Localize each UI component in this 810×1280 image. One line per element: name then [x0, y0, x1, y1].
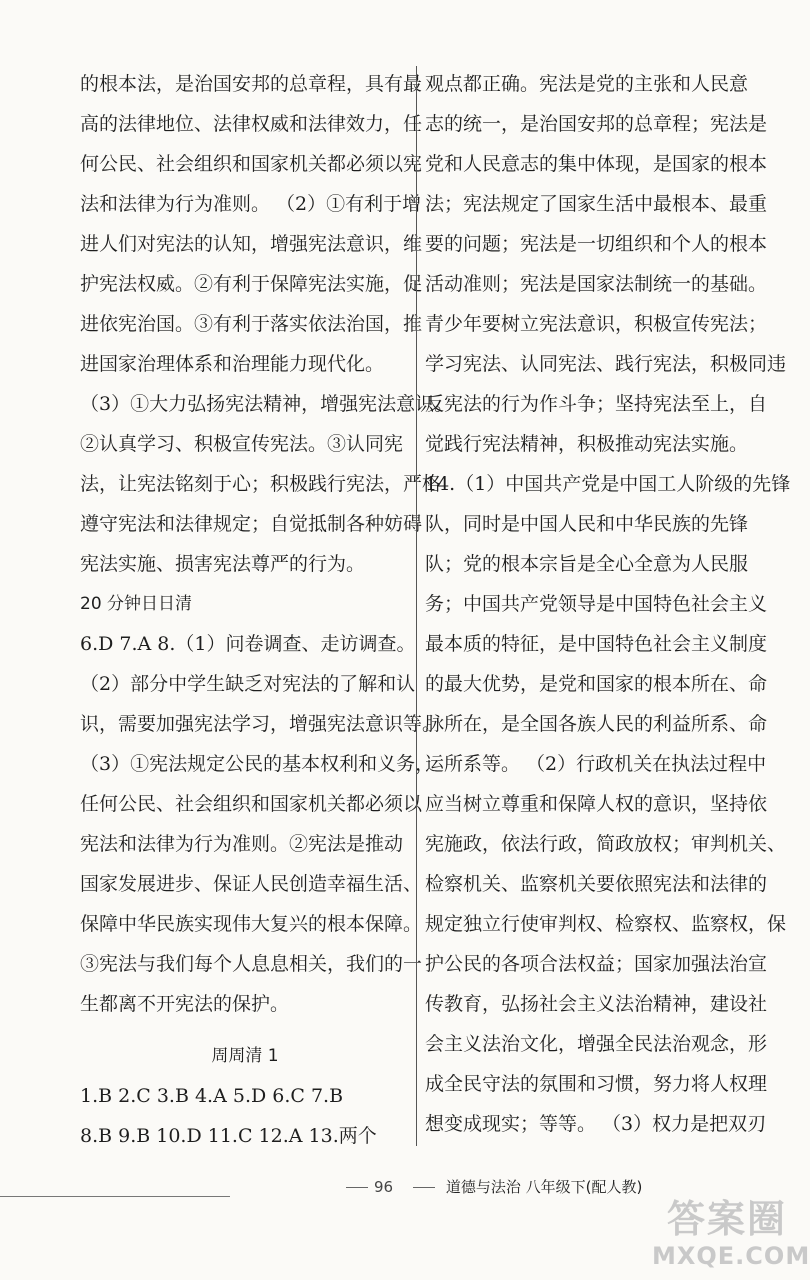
text-line: 护宪法权威。②有利于保障宪法实施，促: [80, 273, 423, 295]
page-footer: [340, 1174, 642, 1200]
text-line: 6.D 7.A 8.（1）问卷调查、走访调查。: [80, 633, 416, 655]
text-line: 要的问题；宪法是一切组织和个人的根本: [425, 233, 768, 255]
heading-weekly-review: 周周清 1: [211, 1046, 279, 1066]
text-line: 生都离不开宪法的保护。: [80, 993, 290, 1015]
text-line: ③宪法与我们每个人息息相关，我们的一: [80, 953, 423, 975]
text-line: 会主义法治文化，增强全民法治观念，形: [425, 1033, 768, 1055]
watermark-logo: [652, 1196, 810, 1276]
text-line: （3）①大力弘扬宪法精神，增强宪法意识。: [80, 393, 454, 415]
text-line: 运所系等。 （2）行政机关在执法过程中: [425, 753, 767, 775]
text-line: 活动准则；宪法是国家法制统一的基础。: [425, 273, 768, 295]
left-paragraph-2: [80, 624, 442, 1024]
text-line: 高的法律地位、法律权威和法律效力，任: [80, 113, 423, 135]
text-line: 最本质的特征，是中国特色社会主义制度: [425, 633, 768, 655]
right-column: [425, 64, 791, 1144]
left-column: [80, 64, 454, 1156]
text-line: 国家发展进步、保证人民创造幸福生活、: [80, 873, 423, 895]
text-line: 队；党的根本宗旨是全心全意为人民服: [425, 553, 749, 575]
text-line: 保障中华民族实现伟大复兴的根本保障。: [80, 913, 423, 935]
text-line: 法；宪法规定了国家生活中最根本、最重: [425, 193, 768, 215]
text-line: 任何公民、社会组织和国家机关都必须以: [80, 793, 423, 815]
text-line: 宪法和法律为行为准则。②宪法是推动: [80, 833, 404, 855]
text-line: 宪施政，依法行政，简政放权；审判机关、: [425, 833, 787, 855]
text-line: 法，让宪法铭刻于心；积极践行宪法，严格: [80, 473, 442, 495]
text-line: 务；中国共产党领导是中国特色社会主义: [425, 593, 768, 615]
text-line: 进依宪治国。③有利于落实依法治国，推: [80, 313, 423, 335]
text-line: 成全民守法的氛围和习惯，努力将人权理: [425, 1073, 768, 1095]
left-paragraph-1: [80, 64, 454, 584]
text-line: 遵守宪法和法律规定；自觉抵制各种妨碍: [80, 513, 423, 535]
text-line: 脉所在，是全国各族人民的利益所系、命: [425, 713, 768, 735]
text-line: 法和法律为行为准则。 （2）①有利于增: [80, 193, 422, 215]
text-line: 应当树立尊重和保障人权的意识，坚持依: [425, 793, 768, 815]
text-line: 反宪法的行为作斗争；坚持宪法至上，自: [425, 393, 768, 415]
watermark-text: 答案圈: [666, 1197, 787, 1241]
text-line: 志的统一，是治国安邦的总章程；宪法是: [425, 113, 768, 135]
text-line: 宪法实施、损害宪法尊严的行为。: [80, 553, 366, 575]
text-line: 观点都正确。宪法是党的主张和人民意: [425, 73, 749, 95]
footer-dash: [413, 1187, 435, 1188]
text-line: 规定独立行使审判权、检察权、监察权，保: [425, 913, 787, 935]
page-number: 96: [374, 1178, 394, 1196]
spacer: [80, 1024, 410, 1036]
text-line: 进人们对宪法的认知，增强宪法意识，维: [80, 233, 423, 255]
text-line: （3）①宪法规定公民的基本权利和义务，: [80, 753, 435, 775]
text-line: 青少年要树立宪法意识，积极宣传宪法；: [425, 313, 768, 335]
text-line: 传教育，弘扬社会主义法治精神，建设社: [425, 993, 768, 1015]
section-title: 20 分钟日日清: [80, 594, 193, 614]
text-line: 想变成现实；等等。 （3）权力是把双刃: [425, 1113, 767, 1135]
text-line: 学习宪法、认同宪法、践行宪法，积极同违: [425, 353, 787, 375]
bottom-rule: [0, 1196, 230, 1197]
text-line: 的最大优势，是党和国家的根本所在、命: [425, 673, 768, 695]
text-line: 1.B 2.C 3.B 4.A 5.D 6.C 7.B: [80, 1085, 344, 1107]
text-line: 护公民的各项合法权益；国家加强法治宣: [425, 953, 768, 975]
text-line: 14.（1）中国共产党是中国工人阶级的先锋: [425, 473, 791, 495]
text-line: 识，需要加强宪法学习，增强宪法意识等。: [80, 713, 442, 735]
text-line: 何公民、社会组织和国家机关都必须以宪: [80, 153, 423, 175]
book-title: 道德与法治 八年级下(配人教): [445, 1178, 643, 1196]
text-line: 队，同时是中国人民和中华民族的先锋: [425, 513, 749, 535]
text-line: （2）部分中学生缺乏对宪法的了解和认: [80, 673, 416, 695]
text-line: 党和人民意志的集中体现，是国家的根本: [425, 153, 768, 175]
text-line: 8.B 9.B 10.D 11.C 12.A 13.两个: [80, 1125, 377, 1147]
column-divider: [416, 66, 417, 1146]
text-line: ②认真学习、积极宣传宪法。③认同宪: [80, 433, 404, 455]
watermark-url: MXQE.COM: [652, 1242, 810, 1270]
text-line: 的根本法，是治国安邦的总章程，具有最: [80, 73, 423, 95]
footer-dash: [346, 1187, 368, 1188]
text-line: 检察机关、监察机关要依照宪法和法律的: [425, 873, 768, 895]
text-line: 进国家治理体系和治理能力现代化。: [80, 353, 385, 375]
answer-key: [80, 1076, 410, 1156]
text-line: 觉践行宪法精神，积极推动宪法实施。: [425, 433, 749, 455]
